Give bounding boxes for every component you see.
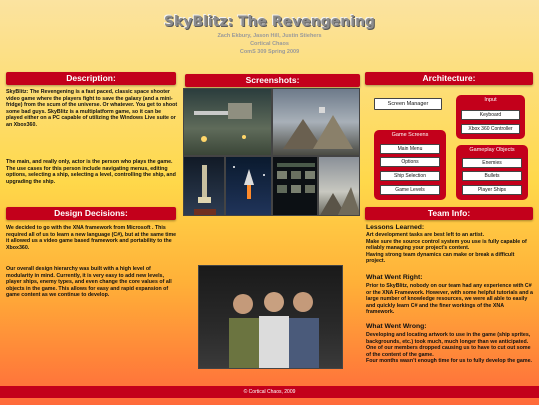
screenshot-4 (225, 156, 272, 216)
section-team: Team Info: (365, 207, 533, 220)
design-paragraph-1: We decided to go with the XNA framework from Microsoft . This required all of us to learn a new language (C#), but at the same time it allowed us a video game based framework and portability to the Xbox360. (6, 225, 177, 251)
wrong-text: Developing and locating artwork to use in the game (ship sprites, backgrounds, etc.) took much, much longer than we anticipated. One of our members dropped causing us to have to cut out some of the content of the game. Four months wasn’t enough time for us to fully develop the game. (366, 332, 532, 365)
section-description: Description: (6, 72, 176, 85)
section-design: Design Decisions: (6, 207, 176, 220)
description-paragraph-1: SkyBlitz: The Revengening is a fast paced, classic space shooter video game where the players fight to save the galaxy (and a mini-fridge) from the scum of the universe. Or whatever. You get to shoot some bad guys. SkyBlitz is a multiplatform game, so it can be played either on a PC capable of utilizing the Windows Live suite or an Xbox360. (6, 89, 178, 128)
description-paragraph-2: The main, and really only, actor is the person who plays the game. The use cases for this person include navigating menus, editing options, selecting a ship, selecting a level, controlling the ship, and upgrading the ship. (6, 159, 176, 185)
game-screens-title: Game Screens (391, 132, 429, 138)
screenshot-1 (183, 88, 272, 156)
input-keyboard: Keyboard (461, 110, 520, 120)
footer: © Cortical Chaos, 2009 (0, 386, 539, 398)
screen-manager-box: Screen Manager (374, 98, 442, 110)
screenshot-3 (183, 156, 225, 216)
section-architecture: Architecture: (365, 72, 533, 85)
input-group-title: Input (484, 97, 497, 103)
object-player-ships: Player Ships (462, 185, 522, 195)
object-bullets: Bullets (462, 171, 522, 181)
right-text: Prior to SkyBlitz, nobody on our team had any experience with C# or the XNA Framework. However, with some helpful tutorials and a large number of knowledge resources, we were all able to easily and quickly learn C# and the finer workings of the XNA framework. (366, 283, 533, 316)
poster-title: SkyBlitz: The Revengening (163, 14, 376, 30)
screen-main-menu: Main Menu (380, 144, 440, 154)
design-paragraph-2: Our overall design hierarchy was built with a high level of modularity in mind. Currently, it is very easy to add new levels, player ships, enemy types, and even change the core values of all objects in the game. This allows for easy and rapid expansion of game content as we continue to develop. (6, 266, 172, 299)
course: ComS 309 Spring 2009 (239, 49, 300, 55)
screenshot-2 (272, 88, 360, 156)
authors: Zach Ekbury, Jason Hill, Justin Stiehers (217, 33, 322, 39)
right-heading: What Went Right: (366, 274, 423, 281)
input-xbox-controller: Xbox 360 Controller (461, 124, 520, 134)
object-enemies: Enemies (462, 158, 522, 168)
screenshot-5 (272, 156, 318, 216)
lessons-heading: Lessons Learned: (366, 224, 425, 231)
gameplay-objects-title: Gameplay Objects (469, 147, 515, 153)
screen-options: Options (380, 157, 440, 167)
section-screenshots: Screenshots: (185, 74, 360, 87)
wrong-heading: What Went Wrong: (366, 323, 427, 330)
lessons-text: Art development tasks are best left to an artist. Make sure the source control system you use is fully capable of reliably managing your project’s content. Having strong team dynamics can make or break a difficult project. (366, 232, 527, 265)
screen-ship-selection: Ship Selection (380, 171, 440, 181)
team-name: Cortical Chaos (250, 41, 289, 47)
team-photo (198, 265, 343, 369)
screenshot-6 (318, 156, 360, 216)
screen-game-levels: Game Levels (380, 185, 440, 195)
